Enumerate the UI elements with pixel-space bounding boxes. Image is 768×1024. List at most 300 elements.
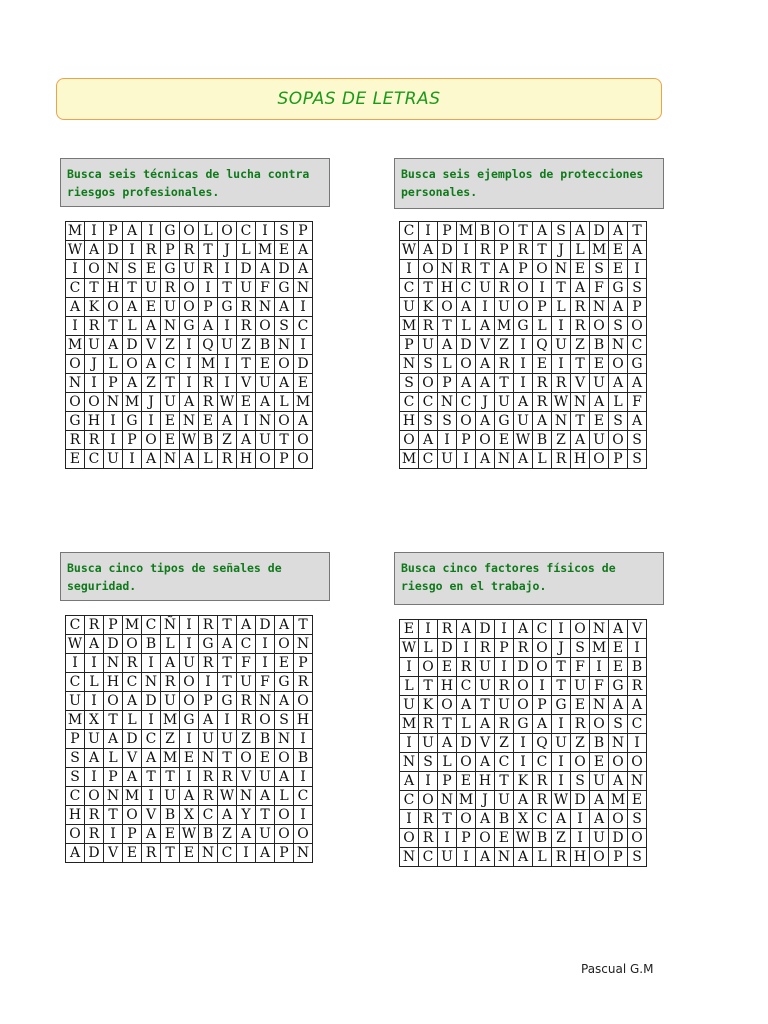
grid-cell: T [123, 279, 142, 298]
grid-cell: C [400, 791, 419, 810]
grid-cell: O [457, 355, 476, 374]
grid-cell: C [66, 616, 85, 635]
grid-cell: C [294, 317, 313, 336]
grid-cell: B [256, 336, 275, 355]
grid-cell: J [85, 355, 104, 374]
grid-cell: B [533, 829, 552, 848]
grid-cell: R [552, 450, 571, 469]
grid-cell: L [275, 787, 294, 806]
grid-cell: O [609, 753, 628, 772]
grid-cell: A [438, 336, 457, 355]
grid-cell: O [419, 791, 438, 810]
grid-cell: A [218, 806, 237, 825]
grid-cell: A [476, 374, 495, 393]
grid-cell: C [218, 844, 237, 863]
grid-cell: R [419, 810, 438, 829]
grid-cell: N [104, 787, 123, 806]
grid-cell: T [161, 768, 180, 787]
grid-cell: R [476, 241, 495, 260]
grid-cell: B [199, 431, 218, 450]
grid-cell: R [571, 298, 590, 317]
grid-cell: M [495, 317, 514, 336]
grid-cell: O [85, 260, 104, 279]
grid-cell: O [495, 222, 514, 241]
grid-cell: A [476, 715, 495, 734]
grid-cell: N [590, 620, 609, 639]
grid-cell: T [218, 749, 237, 768]
grid-cell: O [457, 753, 476, 772]
grid-cell: O [628, 829, 647, 848]
grid-cell: R [142, 844, 161, 863]
grid-cell: I [400, 734, 419, 753]
grid-cell: A [476, 450, 495, 469]
grid-cell: T [552, 279, 571, 298]
grid-cell: R [533, 791, 552, 810]
grid-cell: A [237, 825, 256, 844]
grid-cell: I [552, 772, 571, 791]
grid-cell: R [237, 711, 256, 730]
grid-cell: C [419, 393, 438, 412]
grid-cell: A [495, 260, 514, 279]
grid-cell: T [199, 241, 218, 260]
grid-cell: A [104, 730, 123, 749]
grid-cell: U [66, 692, 85, 711]
grid-row [66, 654, 313, 673]
grid-cell: P [104, 374, 123, 393]
grid-cell: P [199, 298, 218, 317]
grid-cell: I [104, 412, 123, 431]
grid-cell: O [590, 715, 609, 734]
grid-cell: G [161, 222, 180, 241]
grid-row [400, 431, 647, 450]
grid-cell: T [218, 279, 237, 298]
grid-cell: A [104, 336, 123, 355]
grid-cell: G [180, 317, 199, 336]
grid-row [66, 749, 313, 768]
grid-cell: U [476, 279, 495, 298]
grid-cell: I [400, 810, 419, 829]
grid-cell: A [533, 715, 552, 734]
grid-cell: I [180, 616, 199, 635]
grid-cell: F [256, 279, 275, 298]
grid-cell: H [237, 450, 256, 469]
grid-cell: A [256, 393, 275, 412]
grid-cell: I [514, 355, 533, 374]
grid-cell: R [552, 848, 571, 867]
grid-cell: O [533, 639, 552, 658]
grid-cell: R [237, 298, 256, 317]
grid-cell: I [85, 222, 104, 241]
grid-cell: L [123, 711, 142, 730]
grid-cell: A [123, 298, 142, 317]
grid-cell: H [85, 412, 104, 431]
grid-cell: P [294, 654, 313, 673]
grid-cell: L [85, 673, 104, 692]
grid-cell: N [571, 393, 590, 412]
grid-cell: O [256, 317, 275, 336]
grid-cell: Z [237, 730, 256, 749]
grid-cell: A [590, 393, 609, 412]
grid-row [66, 730, 313, 749]
grid-cell: U [237, 673, 256, 692]
grid-row [400, 374, 647, 393]
grid-cell: T [438, 715, 457, 734]
grid-cell: O [628, 317, 647, 336]
grid-cell: B [590, 734, 609, 753]
grid-cell: U [476, 658, 495, 677]
grid-cell: R [142, 241, 161, 260]
grid-cell: G [161, 260, 180, 279]
grid-cell: L [237, 241, 256, 260]
grid-cell: S [552, 222, 571, 241]
grid-cell: R [419, 829, 438, 848]
grid-cell: B [161, 806, 180, 825]
grid-cell: G [514, 715, 533, 734]
grid-row [66, 298, 313, 317]
grid-cell: U [495, 393, 514, 412]
grid-cell: C [161, 355, 180, 374]
grid-cell: S [275, 222, 294, 241]
grid-cell: O [571, 620, 590, 639]
grid-cell: E [609, 241, 628, 260]
instruction-text-3: Busca cinco tipos de señales de seguridad. [67, 561, 282, 593]
grid-cell: A [628, 241, 647, 260]
grid-cell: O [180, 298, 199, 317]
grid-cell: U [180, 260, 199, 279]
grid-cell: E [123, 844, 142, 863]
grid-cell: O [514, 696, 533, 715]
grid-cell: S [628, 810, 647, 829]
title-banner [56, 78, 662, 120]
grid-cell: E [590, 753, 609, 772]
grid-row [400, 241, 647, 260]
grid-cell: A [419, 431, 438, 450]
grid-cell: I [571, 810, 590, 829]
grid-cell: C [199, 806, 218, 825]
grid-cell: A [533, 412, 552, 431]
grid-cell: A [66, 298, 85, 317]
grid-cell: A [438, 734, 457, 753]
grid-cell: A [419, 241, 438, 260]
grid-cell: E [142, 298, 161, 317]
grid-cell: I [533, 677, 552, 696]
grid-row [66, 317, 313, 336]
grid-cell: W [66, 635, 85, 654]
grid-cell: E [199, 412, 218, 431]
grid-cell: I [218, 355, 237, 374]
grid-cell: T [419, 279, 438, 298]
grid-cell: W [180, 825, 199, 844]
grid-cell: I [180, 355, 199, 374]
grid-cell: I [495, 658, 514, 677]
grid-cell: Z [495, 734, 514, 753]
grid-cell: I [419, 772, 438, 791]
grid-cell: E [180, 749, 199, 768]
grid-cell: M [161, 711, 180, 730]
grid-cell: L [457, 715, 476, 734]
grid-cell: U [256, 768, 275, 787]
grid-cell: W [552, 393, 571, 412]
grid-cell: I [218, 317, 237, 336]
grid-row [400, 810, 647, 829]
grid-cell: S [438, 412, 457, 431]
grid-cell: N [256, 692, 275, 711]
grid-cell: A [457, 374, 476, 393]
grid-cell: O [514, 298, 533, 317]
grid-cell: S [419, 412, 438, 431]
instruction-box-1 [60, 158, 330, 207]
grid-cell: I [628, 734, 647, 753]
grid-cell: I [400, 260, 419, 279]
grid-cell: I [237, 844, 256, 863]
grid-cell: W [180, 431, 199, 450]
grid-cell: I [85, 654, 104, 673]
grid-cell: C [294, 787, 313, 806]
grid-cell: E [495, 431, 514, 450]
grid-cell: T [419, 677, 438, 696]
grid-cell: A [552, 810, 571, 829]
grid-cell: R [85, 431, 104, 450]
grid-cell: P [514, 260, 533, 279]
grid-cell: A [294, 241, 313, 260]
grid-cell: P [533, 696, 552, 715]
grid-cell: J [552, 241, 571, 260]
grid-cell: E [256, 749, 275, 768]
grid-cell: N [104, 393, 123, 412]
grid-cell: A [180, 787, 199, 806]
grid-cell: S [275, 317, 294, 336]
grid-cell: M [256, 241, 275, 260]
grid-cell: H [438, 677, 457, 696]
grid-cell: L [104, 749, 123, 768]
grid-cell: T [275, 431, 294, 450]
grid-cell: M [457, 222, 476, 241]
grid-cell: O [294, 825, 313, 844]
grid-cell: I [256, 222, 275, 241]
grid-row [66, 711, 313, 730]
grid-cell: T [161, 374, 180, 393]
grid-cell: P [609, 450, 628, 469]
grid-cell: X [85, 711, 104, 730]
grid-cell: B [199, 825, 218, 844]
grid-cell: T [514, 222, 533, 241]
grid-cell: R [85, 616, 104, 635]
grid-row [66, 412, 313, 431]
grid-cell: E [438, 658, 457, 677]
grid-row [400, 450, 647, 469]
grid-row [400, 393, 647, 412]
grid-row [400, 412, 647, 431]
grid-cell: N [66, 374, 85, 393]
grid-cell: A [590, 791, 609, 810]
grid-cell: N [438, 393, 457, 412]
grid-cell: I [85, 374, 104, 393]
grid-cell: U [85, 730, 104, 749]
grid-cell: T [218, 673, 237, 692]
grid-cell: R [495, 355, 514, 374]
grid-cell: I [66, 317, 85, 336]
grid-cell: H [571, 450, 590, 469]
grid-cell: G [218, 692, 237, 711]
grid-cell: L [552, 298, 571, 317]
grid-cell: E [457, 772, 476, 791]
grid-cell: D [123, 336, 142, 355]
grid-cell: R [199, 393, 218, 412]
grid-cell: L [199, 222, 218, 241]
grid-cell: I [85, 692, 104, 711]
grid-cell: I [294, 806, 313, 825]
grid-cell: L [123, 317, 142, 336]
grid-cell: I [123, 450, 142, 469]
grid-cell: M [66, 336, 85, 355]
grid-cell: E [400, 620, 419, 639]
grid-cell: V [571, 374, 590, 393]
grid-cell: H [104, 673, 123, 692]
grid-cell: I [590, 658, 609, 677]
grid-cell: D [294, 355, 313, 374]
grid-cell: C [495, 753, 514, 772]
grid-cell: N [104, 654, 123, 673]
grid-cell: O [294, 692, 313, 711]
grid-row [400, 298, 647, 317]
grid-cell: T [142, 768, 161, 787]
grid-cell: A [199, 711, 218, 730]
grid-row [400, 696, 647, 715]
grid-cell: O [514, 677, 533, 696]
grid-cell: O [457, 810, 476, 829]
grid-cell: R [218, 768, 237, 787]
grid-cell: M [123, 787, 142, 806]
grid-cell: A [590, 810, 609, 829]
grid-cell: P [275, 844, 294, 863]
grid-cell: G [66, 412, 85, 431]
grid-cell: B [142, 635, 161, 654]
grid-cell: I [180, 336, 199, 355]
grid-cell: R [237, 692, 256, 711]
grid-cell: H [571, 848, 590, 867]
grid-cell: S [609, 715, 628, 734]
grid-cell: Q [533, 336, 552, 355]
grid-cell: K [419, 696, 438, 715]
grid-cell: E [590, 412, 609, 431]
grid-cell: A [571, 222, 590, 241]
grid-cell: D [571, 791, 590, 810]
grid-cell: L [161, 635, 180, 654]
grid-cell: R [457, 260, 476, 279]
grid-cell: C [400, 279, 419, 298]
grid-cell: N [275, 336, 294, 355]
grid-cell: K [514, 772, 533, 791]
grid-cell: Ñ [161, 616, 180, 635]
grid-cell: O [237, 749, 256, 768]
grid-cell: I [294, 730, 313, 749]
grid-cell: O [294, 450, 313, 469]
grid-cell: K [419, 298, 438, 317]
grid-cell: T [571, 412, 590, 431]
grid-cell: T [438, 317, 457, 336]
grid-cell: L [609, 393, 628, 412]
grid-cell: N [256, 298, 275, 317]
grid-cell: O [275, 635, 294, 654]
grid-cell: I [104, 431, 123, 450]
grid-cell: U [256, 374, 275, 393]
grid-cell: R [495, 715, 514, 734]
instruction-text-1: Busca seis técnicas de lucha contra riesgos profesionales. [67, 167, 310, 199]
grid-cell: W [400, 241, 419, 260]
grid-cell: I [438, 829, 457, 848]
grid-cell: A [180, 450, 199, 469]
grid-cell: M [400, 450, 419, 469]
grid-cell: O [66, 825, 85, 844]
grid-row [66, 635, 313, 654]
grid-cell: N [552, 412, 571, 431]
grid-cell: M [400, 715, 419, 734]
grid-cell: L [199, 450, 218, 469]
grid-cell: R [199, 260, 218, 279]
grid-cell: J [142, 393, 161, 412]
grid-row [66, 241, 313, 260]
grid-row [400, 772, 647, 791]
grid-cell: E [628, 791, 647, 810]
grid-cell: R [552, 374, 571, 393]
grid-row [66, 616, 313, 635]
grid-cell: A [476, 317, 495, 336]
grid-cell: S [571, 772, 590, 791]
grid-cell: M [609, 791, 628, 810]
grid-cell: R [533, 374, 552, 393]
grid-cell: O [400, 829, 419, 848]
grid-cell: I [514, 753, 533, 772]
grid-cell: A [199, 317, 218, 336]
grid-row [400, 620, 647, 639]
grid-cell: J [552, 639, 571, 658]
grid-cell: U [552, 336, 571, 355]
grid-cell: U [438, 450, 457, 469]
grid-cell: I [142, 787, 161, 806]
grid-cell: J [218, 241, 237, 260]
grid-cell: W [66, 241, 85, 260]
grid-cell: E [609, 658, 628, 677]
grid-cell: R [628, 677, 647, 696]
grid-cell: G [199, 635, 218, 654]
grid-cell: E [533, 355, 552, 374]
grid-cell: N [495, 450, 514, 469]
grid-row [66, 673, 313, 692]
grid-cell: G [275, 673, 294, 692]
grid-cell: T [476, 260, 495, 279]
grid-cell: A [476, 412, 495, 431]
grid-cell: A [256, 260, 275, 279]
grid-cell: E [142, 260, 161, 279]
grid-cell: A [514, 450, 533, 469]
grid-cell: L [400, 677, 419, 696]
grid-cell: I [628, 639, 647, 658]
grid-cell: R [199, 374, 218, 393]
grid-cell: P [275, 450, 294, 469]
word-search-grid-1 [65, 221, 313, 469]
grid-cell: U [104, 450, 123, 469]
grid-cell: A [609, 696, 628, 715]
grid-cell: R [237, 317, 256, 336]
grid-row [400, 639, 647, 658]
grid-cell: T [495, 374, 514, 393]
grid-cell: I [218, 260, 237, 279]
grid-cell: X [514, 810, 533, 829]
grid-cell: M [400, 317, 419, 336]
grid-cell: Z [571, 734, 590, 753]
grid-cell: A [476, 753, 495, 772]
grid-cell: U [199, 730, 218, 749]
